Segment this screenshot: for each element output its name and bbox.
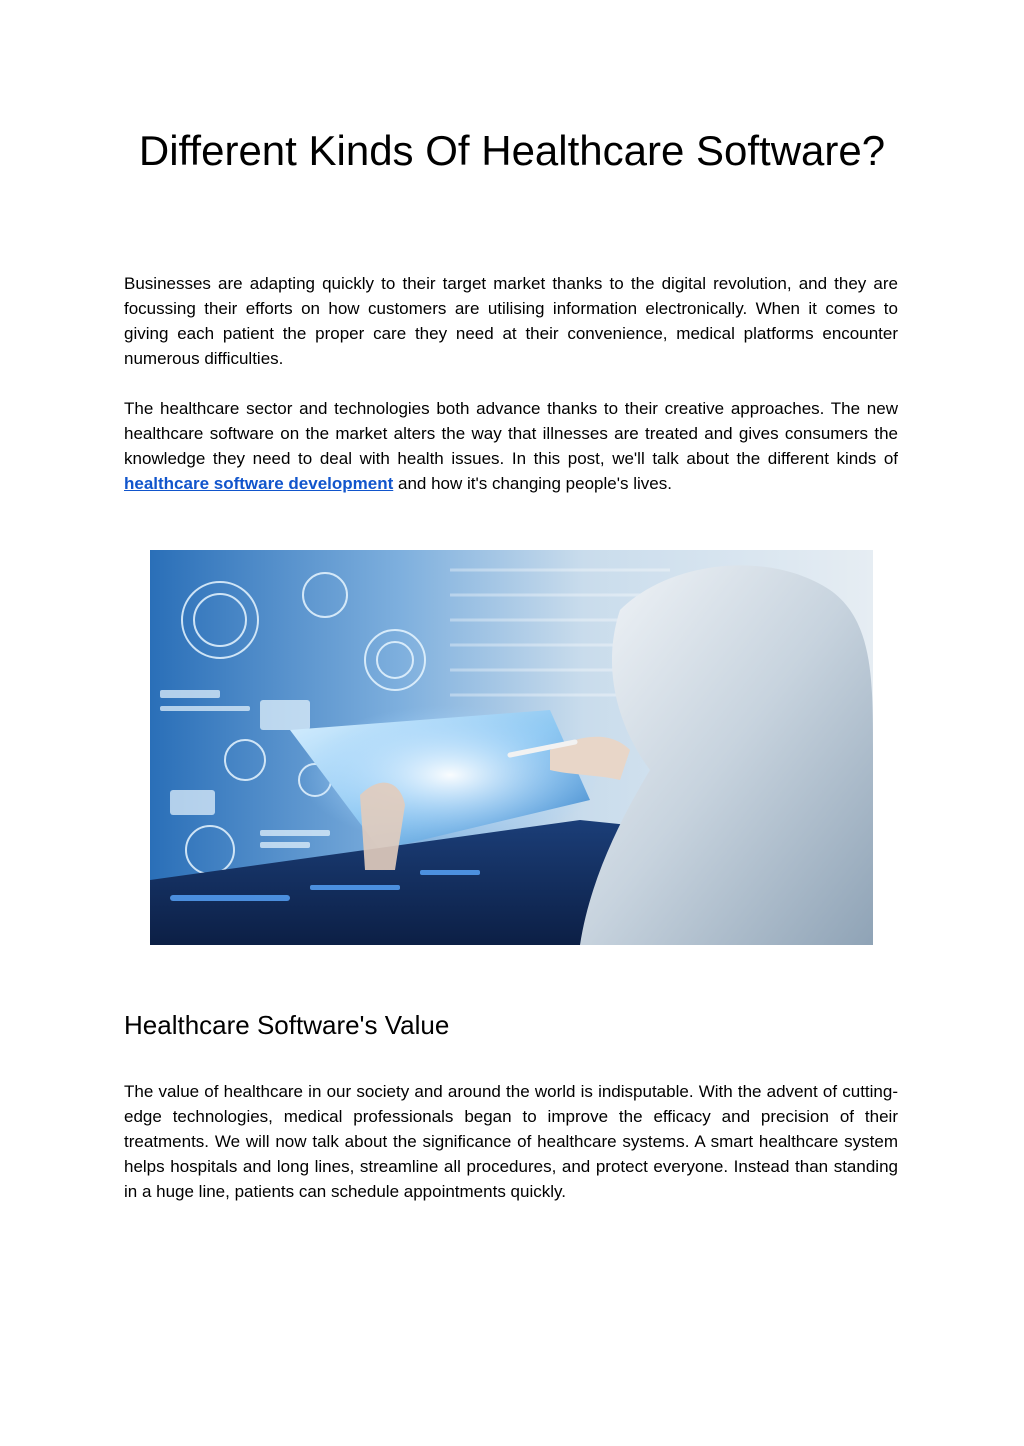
healthcare-software-development-link[interactable]: healthcare software development: [124, 474, 394, 493]
section-paragraph: The value of healthcare in our society and around the world is indisputable. With the advent of cutting-edge technologies, medical professionals began to improve the efficacy and precision of their treatments. We will now talk about the significance of healthcare systems. A smart healthcare system helps hospitals and long lines, streamline all procedures, and protect everyone. Instead than standing in a huge line, patients can schedule appointments quickly.: [124, 1082, 898, 1201]
healthcare-technology-image: [150, 550, 873, 945]
second-paragraph-text-before: The healthcare sector and technologies both advance thanks to their creative approaches. The new healthcare software on the market alters the way that illnesses are treated and gives consumers the knowledge they need to deal with health issues. In this post, we'll talk about the different kinds of: [124, 399, 898, 468]
section-heading: Healthcare Software's Value: [124, 1010, 450, 1040]
second-paragraph-text-after: and how it's changing people's lives.: [393, 474, 672, 493]
second-paragraph: [124, 396, 898, 496]
intro-paragraph: Businesses are adapting quickly to their target market thanks to the digital revolution, and they are focussing their efforts on how customers are utilising information electronically. When it comes to giving each patient the proper care they need at their convenience, medical platforms encounter numerous difficulties.: [124, 274, 898, 368]
page-title: Different Kinds Of Healthcare Software?: [138, 127, 886, 174]
